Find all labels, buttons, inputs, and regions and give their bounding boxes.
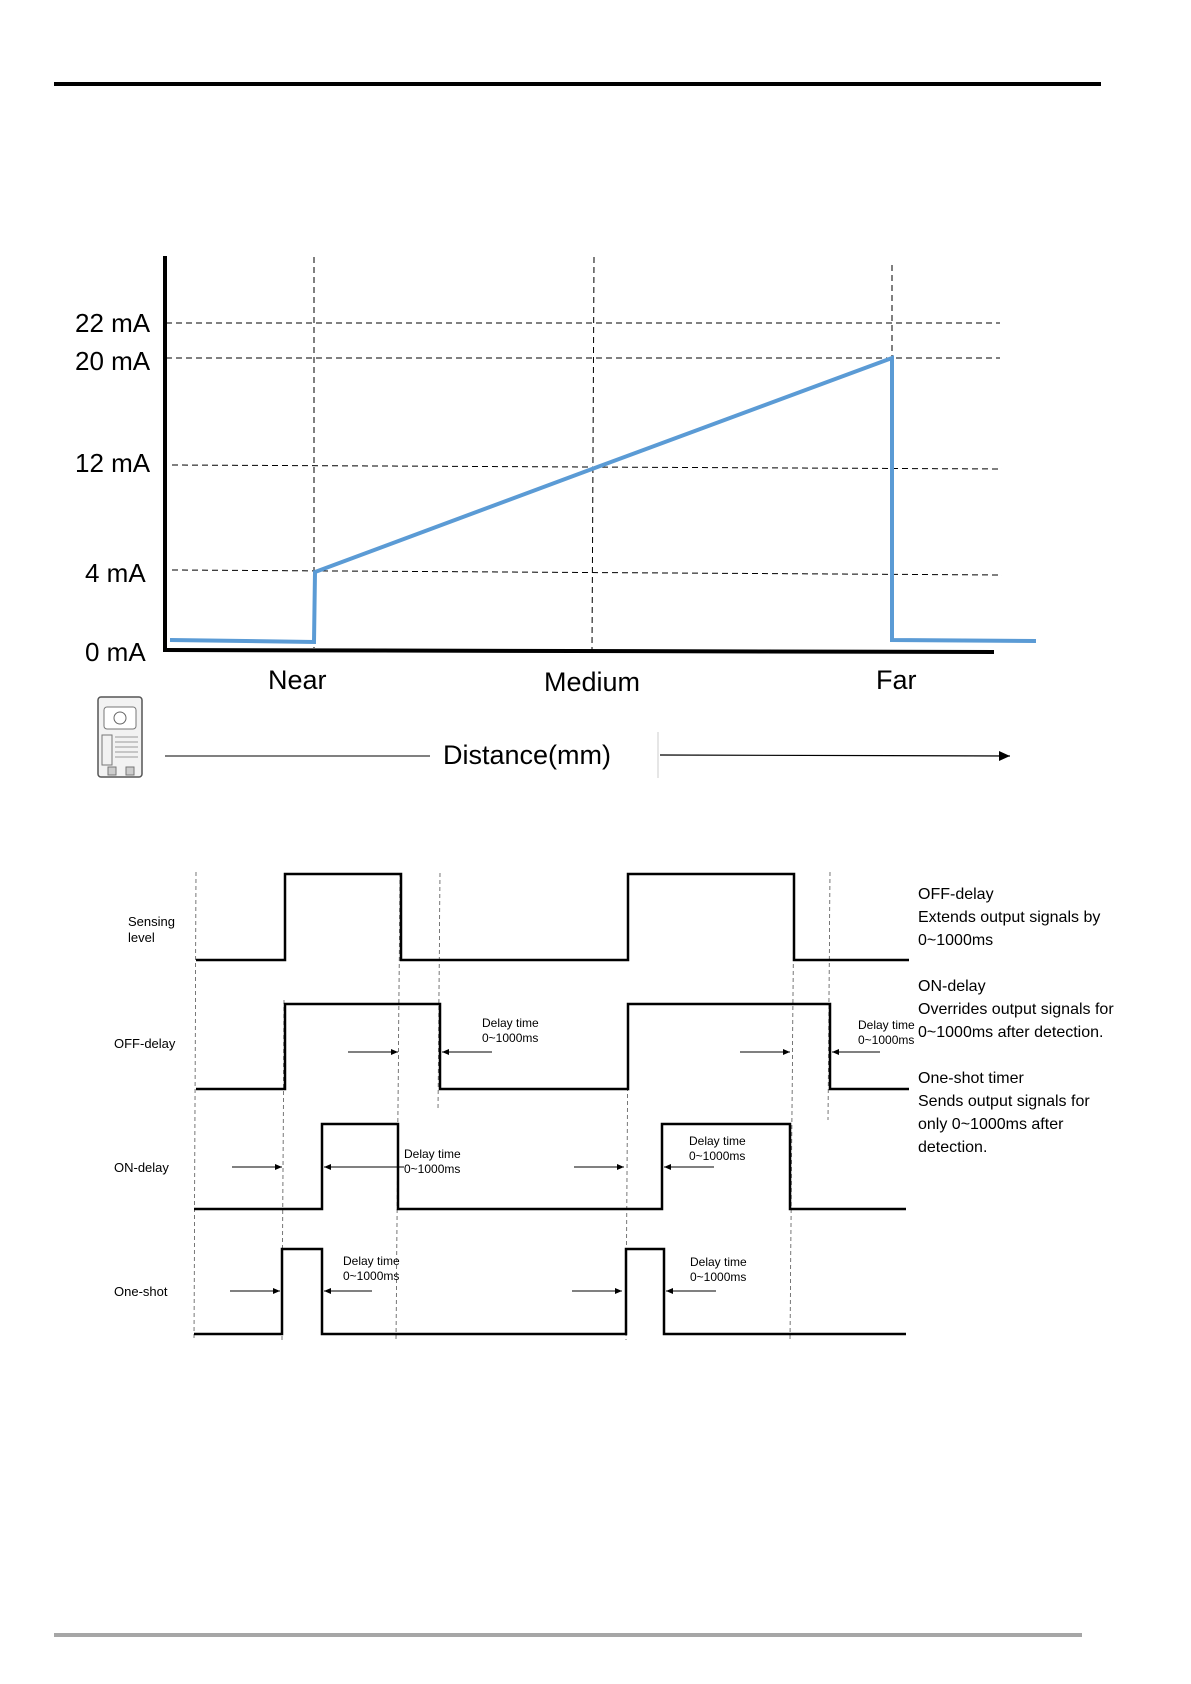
- y-label-12ma: 12 mA: [75, 448, 151, 478]
- row-label-one-shot: One-shot: [114, 1284, 168, 1299]
- x-label-medium: Medium: [544, 667, 641, 697]
- y-label-20ma: 20 mA: [75, 346, 151, 376]
- legend-one-line1: Sends output signals for: [918, 1093, 1090, 1110]
- legend-off-line2: 0~1000ms: [918, 932, 994, 949]
- row-label-sensing-2: level: [128, 930, 155, 945]
- legend-off-title: OFF-delay: [918, 886, 994, 903]
- legend-one-title: One-shot timer: [918, 1070, 1024, 1087]
- y-label-4ma: 4 mA: [85, 558, 146, 588]
- analog-output-chart: [75, 256, 1036, 778]
- delay-range-5: 0~1000ms: [343, 1269, 400, 1283]
- analog-output-line: [170, 358, 1036, 642]
- gridline-medium: [592, 257, 594, 650]
- waveform-one-shot: [194, 1249, 906, 1334]
- waveform-off-delay: [196, 1004, 909, 1089]
- delay-label-1: Delay time: [482, 1016, 539, 1030]
- y-label-0ma: 0 mA: [85, 637, 146, 667]
- waveform-on-delay: [194, 1124, 906, 1209]
- x-label-near: Near: [268, 665, 327, 695]
- sensor-device-icon: [98, 697, 142, 777]
- row-label-off-delay: OFF-delay: [114, 1036, 176, 1051]
- waveform-sensing: [196, 874, 909, 960]
- delay-range-2: 0~1000ms: [858, 1033, 915, 1047]
- legend-one-line2: only 0~1000ms after: [918, 1116, 1064, 1133]
- delay-range-4: 0~1000ms: [689, 1149, 746, 1163]
- row-label-sensing: Sensing: [128, 914, 175, 929]
- x-label-far: Far: [876, 665, 917, 695]
- legend-on-line2: 0~1000ms after detection.: [918, 1024, 1104, 1041]
- gridline-4ma: [172, 570, 1002, 575]
- delay-range-1: 0~1000ms: [482, 1031, 539, 1045]
- delay-range-3: 0~1000ms: [404, 1162, 461, 1176]
- x-axis: [163, 650, 994, 652]
- delay-label-4: Delay time: [689, 1134, 746, 1148]
- delay-range-6: 0~1000ms: [690, 1270, 747, 1284]
- distance-arrow: [660, 755, 1010, 756]
- delay-label-3: Delay time: [404, 1147, 461, 1161]
- x-axis-title: Distance(mm): [443, 740, 612, 770]
- legend-one-line3: detection.: [918, 1139, 988, 1156]
- legend-on-title: ON-delay: [918, 978, 986, 995]
- delay-label-6: Delay time: [690, 1255, 747, 1269]
- bottom-rule: [54, 1633, 1082, 1637]
- gridline-12ma: [172, 465, 1002, 469]
- row-label-on-delay: ON-delay: [114, 1160, 169, 1175]
- delay-label-5: Delay time: [343, 1254, 400, 1268]
- delay-label-2: Delay time: [858, 1018, 915, 1032]
- legend-off-line1: Extends output signals by: [918, 909, 1101, 926]
- timing-diagram: [114, 872, 1114, 1340]
- legend-on-line1: Overrides output signals for: [918, 1001, 1114, 1018]
- y-label-22ma: 22 mA: [75, 308, 151, 338]
